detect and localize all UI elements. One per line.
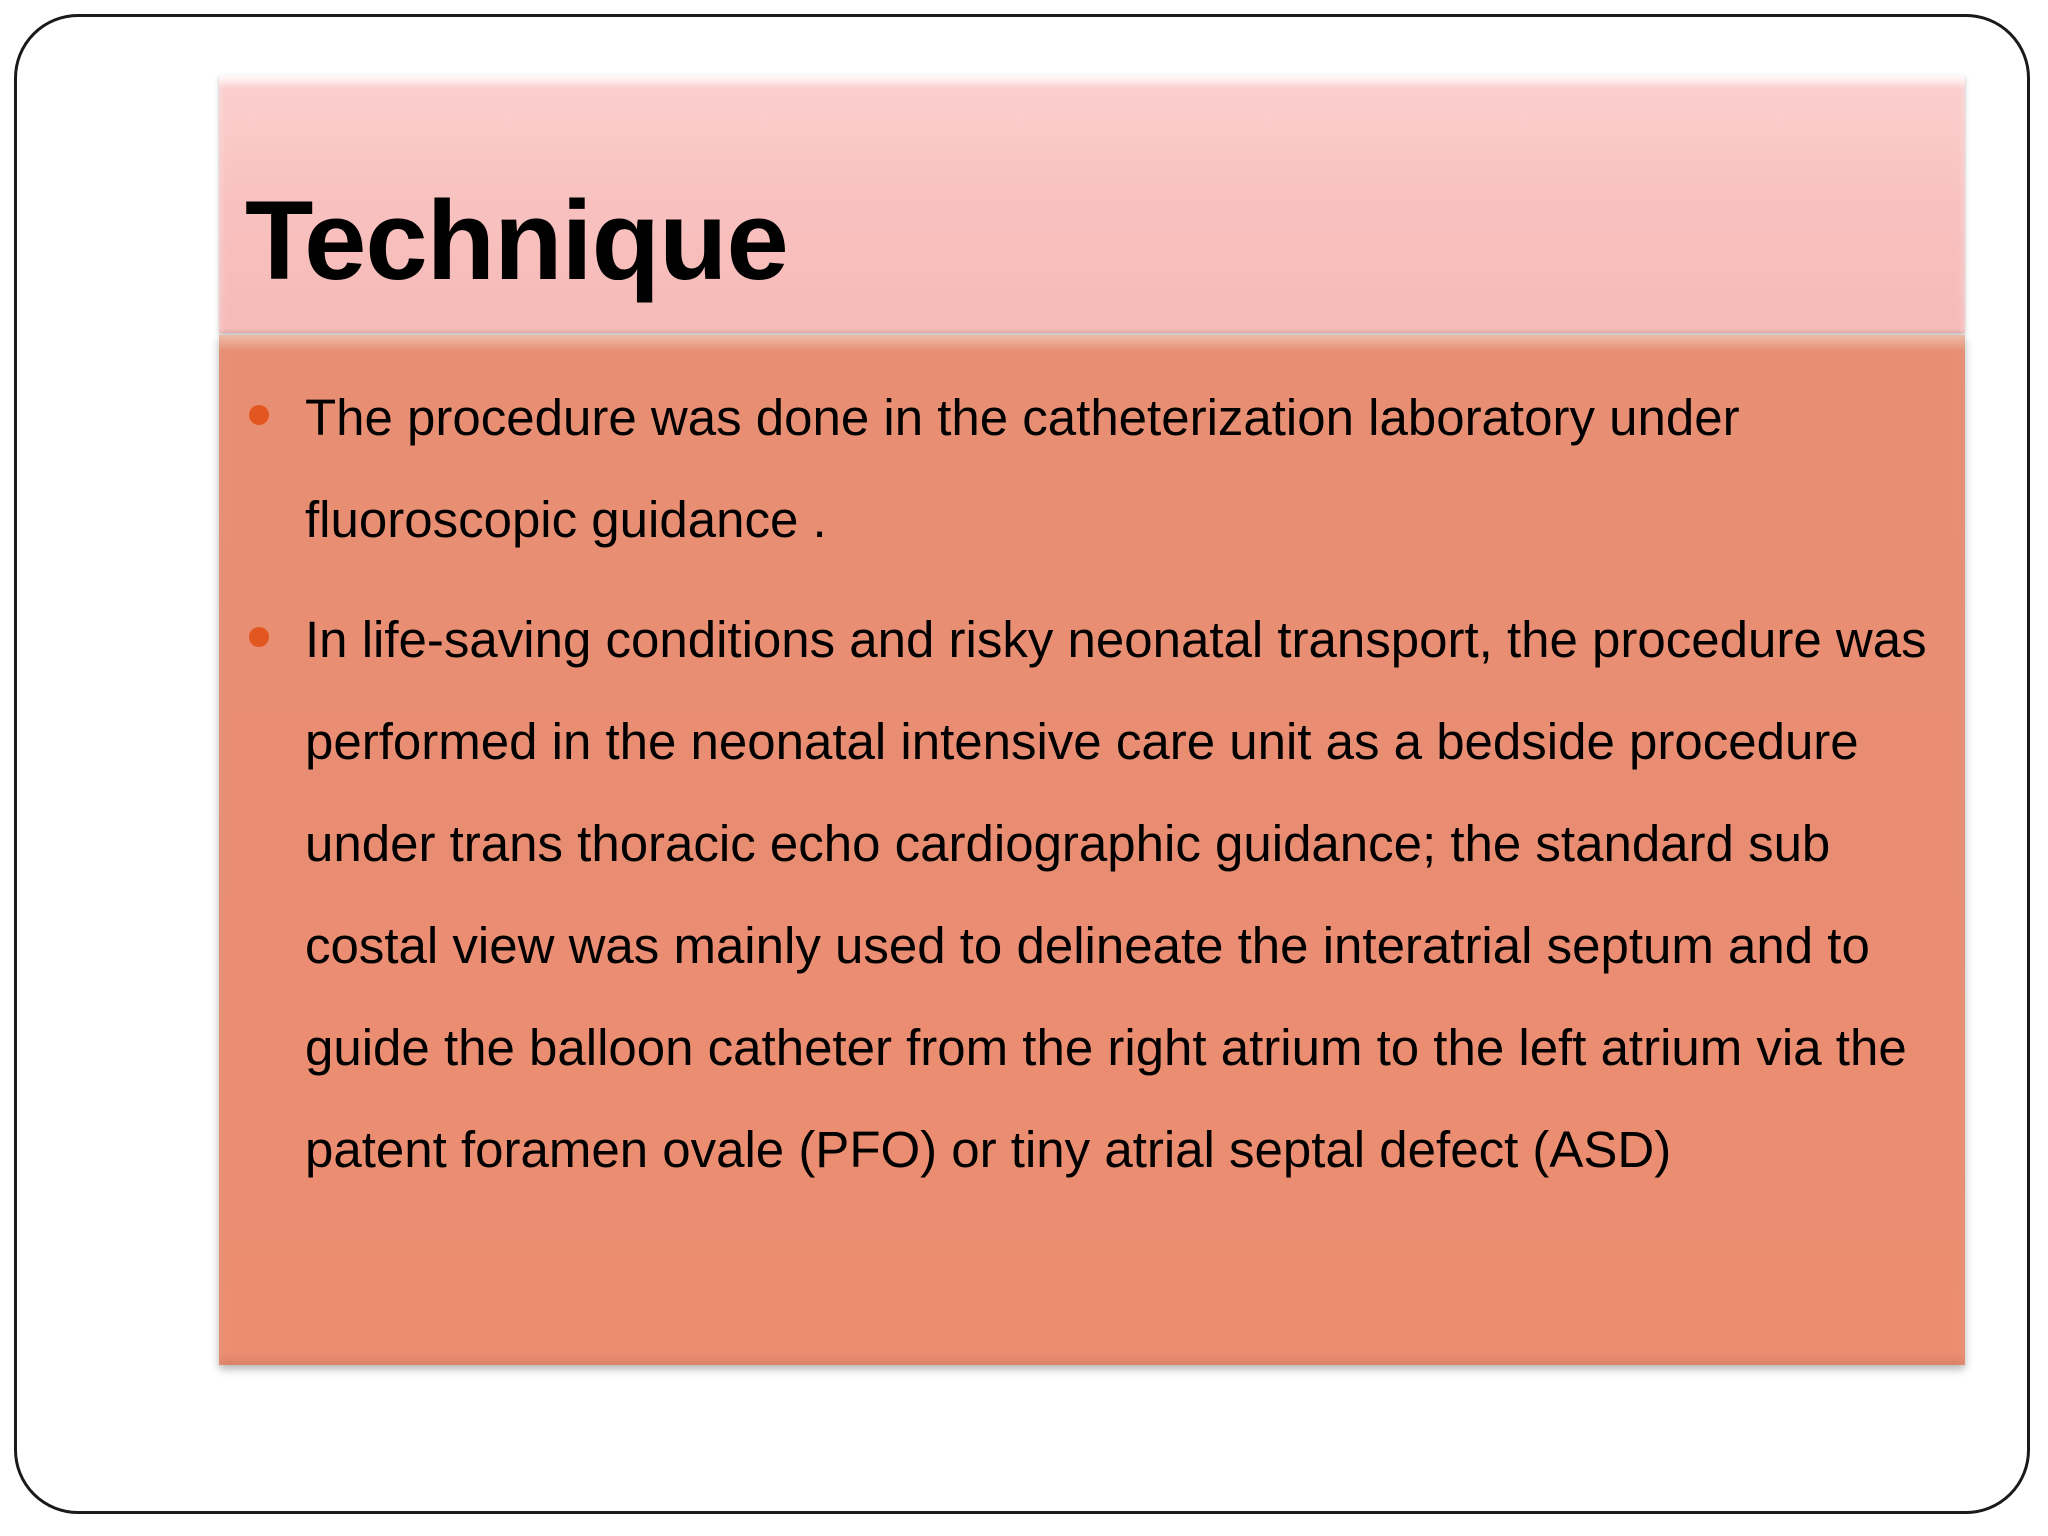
bullet-item [249,589,1949,1201]
bullet-dot-icon [249,405,269,425]
content-panel [219,335,1965,1365]
bullet-item [249,367,1949,571]
bullet-text: In life-saving conditions and risky neonatal transport, the procedure was performed in the neonatal intensive care unit as a bedside procedure under trans thoracic echo cardiographic guidance; the standard sub costal view was mainly used to delineate the interatrial septum and to guide the balloon catheter from the right atrium to the left atrium via the patent foramen ovale (PFO) or tiny atrial septal defect (ASD) [305,611,1927,1178]
title-banner [219,75,1965,333]
slide-title: Technique [245,178,788,303]
bullet-list [249,367,1949,1219]
bullet-dot-icon [249,627,269,647]
slide-frame [14,14,2030,1514]
bullet-text: The procedure was done in the catheterization laboratory under fluoroscopic guidance . [305,389,1740,548]
